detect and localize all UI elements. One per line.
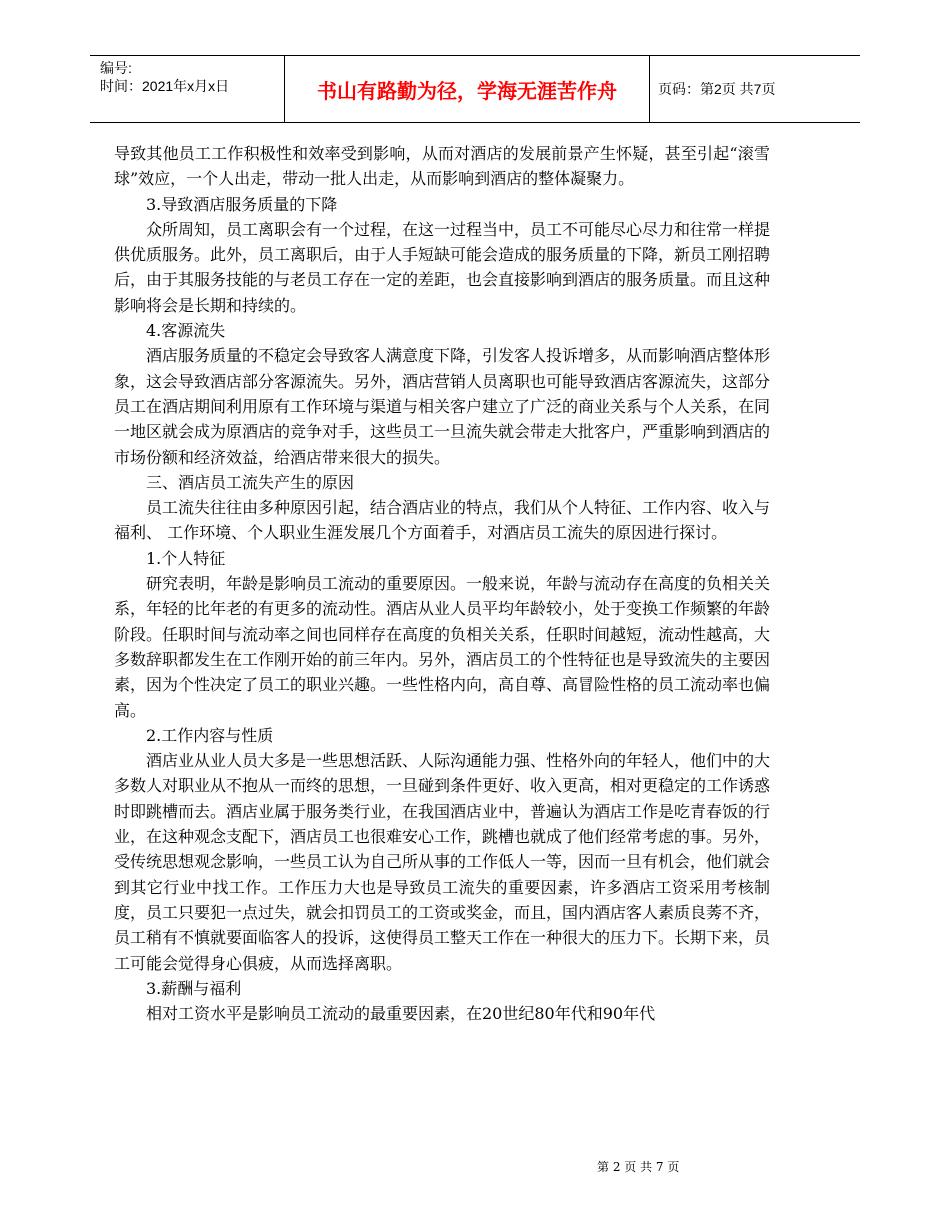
page-footer: 第 2 页 共 7 页 bbox=[597, 1160, 680, 1174]
paragraph: 导致其他员工工作积极性和效率受到影响，从而对酒店的发展前景产生怀疑，甚至引起“滚雪球”效应，一个人出走，带动一批人出走，从而影响到酒店的整体凝聚力。 bbox=[114, 144, 770, 189]
paragraph: 众所周知，员工离职会有一个过程，在这一过程当中，员工不可能尽心尽力和往常一样提供优质服务。此外，员工离职后，由于人手短缺可能会造成的服务质量的下降，新员工刚招聘后，由于其服务技能的与老员工存在一定的差距，也会直接影响到酒店的服务质量。而且这种影响将会是长期和持续的。 bbox=[114, 219, 771, 315]
page-header bbox=[90, 55, 860, 123]
section-heading: 4.客源流失 bbox=[146, 321, 226, 341]
section-heading: 3.薪酬与福利 bbox=[146, 978, 242, 998]
header-motto: 书山有路勤为径，学海无涯苦作舟 bbox=[285, 56, 650, 122]
section-heading: 3.导致酒店服务质量的下降 bbox=[146, 194, 338, 214]
header-page-label: 页码：第2页 共7页 bbox=[658, 81, 776, 97]
header-meta bbox=[90, 56, 285, 122]
paragraph: 酒店业从业人员大多是一些思想活跃、人际沟通能力强、性格外向的年轻人，他们中的大多数人对职业从不抱从一而终的思想，一旦碰到条件更好、收入更高，相对更稳定的工作诱惑时即跳槽而去。酒店业属于服务类行业，在我国酒店业中，普遍认为酒店工作是吃青春饭的行业，在这种观念支配下，酒店员工也很难安心工作，跳槽也就成了他们经常考虑的事。另外，受传统思想观念影响，一些员工认为自己所从事的工作低人一等，因而一旦有机会，他们就会到其它行业中找工作。工作压力大也是导致员工流失的重要因素，许多酒店工资采用考核制度，员工只要犯一点过失，就会扣罚员工的工资或奖金，而且，国内酒店客人素质良莠不齐，员工稍有不慎就要面临客人的投诉，这使得员工整天工作在一种很大的压力下。长期下来，员工可能会觉得身心俱疲，从而选择离职。 bbox=[114, 751, 771, 973]
number-label: 编号: bbox=[100, 60, 132, 76]
paragraph: 相对工资水平是影响员工流动的最重要因素，在20世纪80年代和90年代 bbox=[146, 1004, 656, 1024]
section-heading: 1.个人特征 bbox=[146, 548, 226, 568]
chapter-heading: 三、酒店员工流失产生的原因 bbox=[146, 472, 355, 492]
paragraph: 研究表明，年龄是影响员工流动的重要原因。一般来说，年龄与流动存在高度的负相关关系，年轻的比年老的有更多的流动性。酒店从业人员平均年龄较小，处于变换工作频繁的年龄阶段。任职时间与流动率之间也同样存在高度的负相关关系，任职时间越短，流动性越高，大多数辞职都发生在工作刚开始的前三年内。另外，酒店员工的个性特征也是导致流失的主要因素，因为个性决定了员工的职业兴趣。一些性格内向，高自尊、高冒险性格的员工流动率也偏高。 bbox=[114, 574, 771, 720]
paragraph: 酒店服务质量的不稳定会导致客人满意度下降，引发客人投诉增多，从而影响酒店整体形象，这会导致酒店部分客源流失。另外，酒店营销人员离职也可能导致酒店客源流失，这部分员工在酒店期间利用原有工作环境与渠道与相关客户建立了广泛的商业关系与个人关系，在同一地区就会成为原酒店的竞争对手，这些员工一旦流失就会带走大批客户，严重影响到酒店的市场份额和经济效益，给酒店带来很大的损失。 bbox=[114, 346, 771, 467]
section-heading: 2.工作内容与性质 bbox=[146, 725, 274, 745]
document-body bbox=[114, 141, 770, 1026]
paragraph: 员工流失往往由多种原因引起，结合酒店业的特点，我们从个人特征、工作内容、收入与福利、 工作环境、个人职业生涯发展几个方面着手，对酒店员工流失的原因进行探讨。 bbox=[114, 498, 771, 543]
time-label: 时间：2021年x月x日 bbox=[100, 78, 230, 94]
